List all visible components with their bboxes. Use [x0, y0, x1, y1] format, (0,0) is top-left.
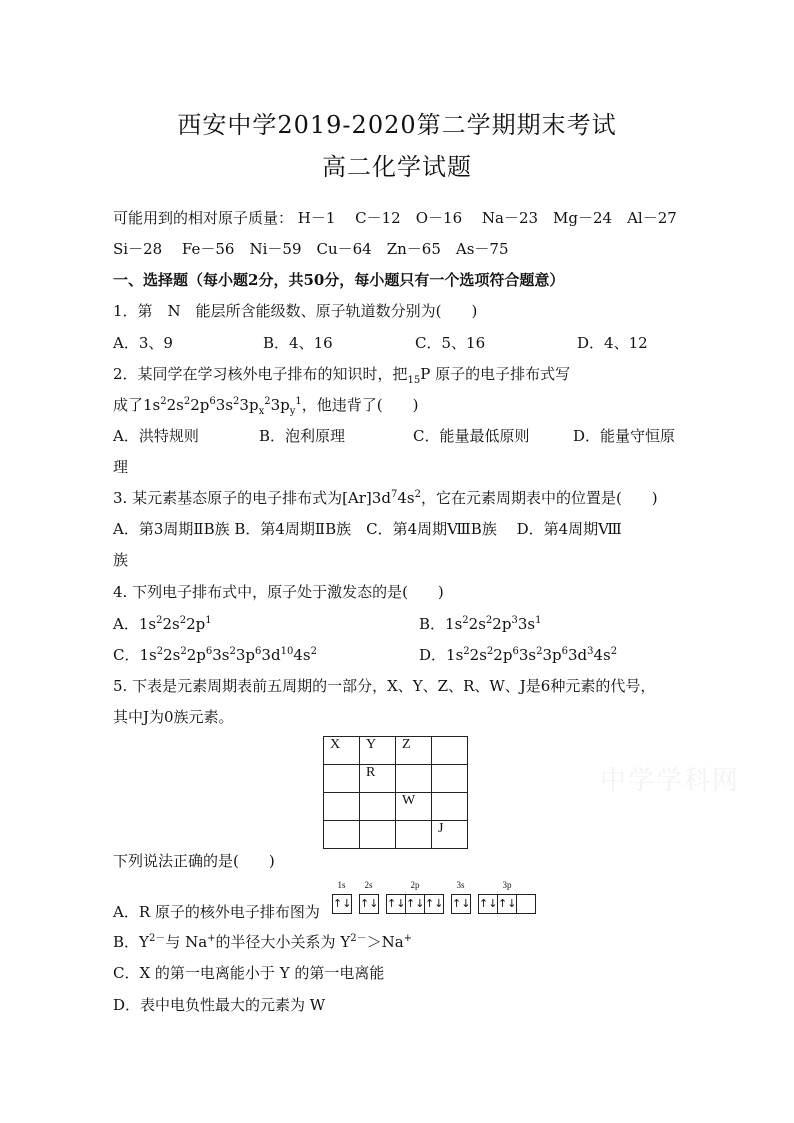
q5-option-b: B．$Y^{2-}$与 Na+的半径大小关系为 $Y^{2-}>Na^+$: [113, 933, 413, 951]
q2-stem-line-2: 成了$1s^22s^22p^63s^23p_x^23p_y^1$，他违背了( ): [113, 396, 419, 417]
table-cell: [324, 821, 360, 849]
q2-option-a: A．洪特规则: [113, 427, 199, 445]
q4-stem: 4. 下列电子排布式中，原子处于激发态的是( ): [113, 583, 444, 601]
atomic-masses-line-2: Si－28 Fe－56 Ni－59 Cu－64 Zn－65 As－75: [113, 240, 509, 258]
q2-option-b: B．泡利原理: [259, 427, 346, 445]
q4-option-b: B．$1s^22s^22p^33s^1$: [419, 615, 542, 633]
table-cell: W: [396, 793, 432, 821]
q5-option-d: D．表中电负性最大的元素为 W: [113, 996, 326, 1014]
q5-option-a: A．R 原子的核外电子排布图为: [113, 903, 320, 921]
table-cell: Y: [360, 737, 396, 765]
periodic-table-fragment: [323, 736, 468, 849]
q1-option-a: A．3、9: [113, 334, 173, 352]
q4-option-c: C．$1s^22s^22p^63s^23p^63d^{10}4s^2$: [113, 646, 317, 664]
q1-stem: 1．第 N 能层所含能级数、原子轨道数分别为( ): [113, 302, 478, 320]
table-cell: [360, 793, 396, 821]
atomic-masses-line-1: 可能用到的相对原子质量： H－1 C－12 O－16 Na－23 Mg－24 Al－27: [113, 209, 677, 227]
table-cell: R: [360, 765, 396, 793]
section-heading: 一、选择题（每小题2分，共50分，每小题只有一个选项符合题意）: [113, 271, 565, 289]
q4-option-d: D．$1s^22s^22p^63s^23p^63d^34s^2$: [419, 646, 618, 664]
table-cell: [432, 793, 468, 821]
orbital-label: 2s: [364, 880, 373, 890]
exam-subtitle: 高二化学试题: [322, 153, 472, 181]
q2-option-c: C．能量最低原则: [413, 427, 530, 445]
watermark: 中学学科网: [600, 766, 741, 796]
table-cell: X: [324, 737, 360, 765]
orbital-box: ↑↓: [405, 894, 425, 914]
q5-question: 下列说法正确的是( ): [113, 852, 275, 870]
orbital-box: ↑↓: [386, 894, 406, 914]
q3-options: A．第3周期ⅡB族 B．第4周期ⅡB族 C．第4周期ⅧB族 D．第4周期Ⅷ: [113, 520, 622, 538]
table-row: [324, 737, 468, 765]
orbital-box: ↑↓: [359, 894, 379, 914]
q5-option-c: C．X 的第一电离能小于 Y 的第一电离能: [113, 964, 385, 982]
orbital-label: 3p: [502, 880, 512, 890]
orbital-box: [516, 894, 536, 914]
table-cell: J: [432, 821, 468, 849]
table-cell: [432, 737, 468, 765]
table-row: [324, 821, 468, 849]
table-cell: [324, 765, 360, 793]
table-cell: [360, 821, 396, 849]
table-cell: [396, 821, 432, 849]
q2-electron-config: $1s^22s^22p^63s^23p_x^23p_y^1$: [143, 396, 302, 417]
q5-stem: 5. 下表是元素周期表前五周期的一部分，X、Y、Z、R、W、J是6种元素的代号，: [113, 677, 656, 695]
table-row: [324, 793, 468, 821]
q3-stem: 3. 某元素基态原子的电子排布式为$[Ar]3d^74s^2$，它在元素周期表中的位置是( ): [113, 489, 658, 507]
exam-title: 西安中学2019-2020第二学期期末考试: [177, 111, 617, 139]
q1-option-b: B．4、16: [263, 334, 333, 352]
orbital-label: 1s: [337, 880, 346, 890]
table-cell: Z: [396, 737, 432, 765]
table-cell: [324, 793, 360, 821]
orbital-label: 2p: [410, 880, 420, 890]
q2-stem: 2．某同学在学习核外电子排布的知识时，把$_{15}$P 原子的电子排布式写: [113, 365, 571, 386]
orbital-box: ↑↓: [497, 894, 517, 914]
q5-stem-line-2: 其中J为0族元素。: [113, 708, 234, 726]
table-cell: [396, 765, 432, 793]
q2-option-d-wrap: 理: [113, 458, 129, 476]
q3-options-wrap: 族: [113, 551, 129, 569]
orbital-box: ↑↓: [478, 894, 498, 914]
table-row: [324, 765, 468, 793]
q4-option-a: A．$1s^22s^22p^1$: [113, 615, 212, 633]
table-cell: [432, 765, 468, 793]
q1-option-c: C．5、16: [415, 334, 486, 352]
q2-option-d: D．能量守恒原: [573, 427, 676, 445]
orbital-box: ↑↓: [424, 894, 444, 914]
q1-option-d: D．4、12: [577, 334, 648, 352]
orbital-box: ↑↓: [332, 894, 352, 914]
orbital-label: 3s: [456, 880, 465, 890]
orbital-box: ↑↓: [451, 894, 471, 914]
